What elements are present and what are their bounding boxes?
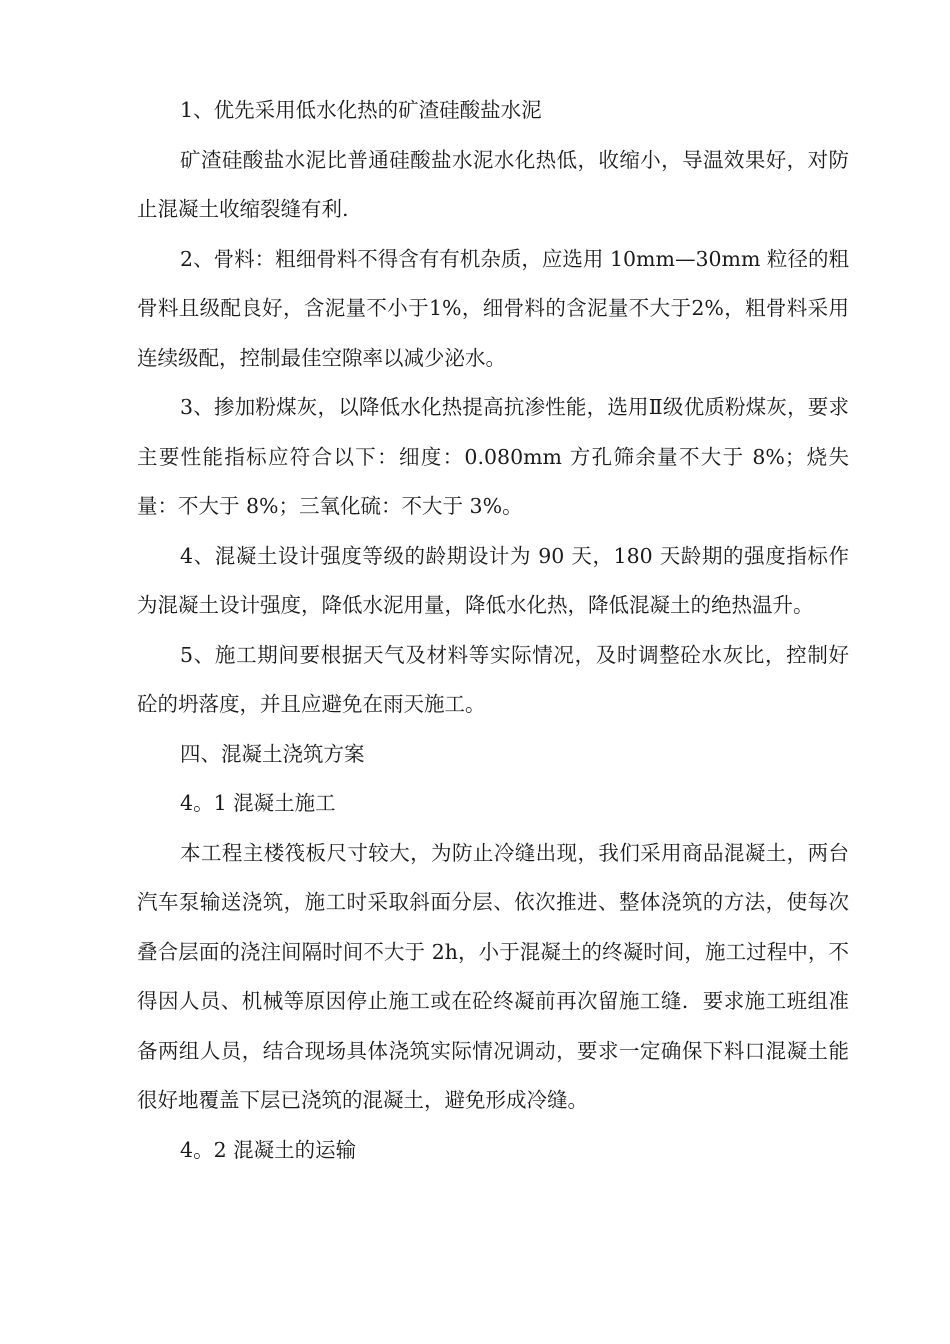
section-heading-pouring-plan: 四、混凝土浇筑方案 [180,741,365,766]
paragraph-fly-ash-item-3: 3、掺加粉煤灰，以降低水化热提高抗渗性能，选用Ⅱ级优质粉煤灰，要求主要性能指标应符合以下：细度：0.080mm 方孔筛余量不大于 8%；烧失量：不大于 8%；三氧化硫：不大于 3%。 [137,395,849,518]
subsection-heading-4-2: 4。2 混凝土的运输 [180,1137,357,1162]
paragraph-aggregate-item-2: 2、骨料：粗细骨料不得含有有机杂质，应选用 10mm—30mm 粒径的粗骨料且级配良好，含泥量不小于1%，细骨料的含泥量不大于2%，粗骨料采用连续级配，控制最佳空隙率以减少泌水。 [137,246,849,370]
paragraph-slag-cement-note: 矿渣硅酸盐水泥比普通硅酸盐水泥水化热低，收缩小，导温效果好，对防止混凝土收缩裂缝有利. [137,147,849,221]
paragraph-cement-item-1: 1、优先采用低水化热的矿渣硅酸盐水泥 [180,98,542,122]
paragraph-strength-item-4: 4、混凝土设计强度等级的龄期设计为 90 天，180 天龄期的强度指标作为混凝土设计强度，降低水泥用量，降低水化热，降低混凝土的绝热温升。 [137,543,849,617]
paragraph-construction-item-5: 5、施工期间要根据天气及材料等实际情况，及时调整砼水灰比，控制好砼的坍落度，并且应避免在雨天施工。 [137,642,849,716]
document-body [137,86,849,1175]
subsection-heading-4-1: 4。1 混凝土施工 [180,791,336,815]
paragraph-construction-method: 本工程主楼筏板尺寸较大，为防止冷缝出现，我们采用商品混凝土，两台汽车泵输送浇筑，施工时采取斜面分层、依次推进、整体浇筑的方法，使每次叠合层面的浇注间隔时间不大于 2h，小于混凝土的终凝时间，施工过程中，不得因人员、机械等原因停止施工或在砼终凝前再次留施工缝．要求施工班组准备两组人员，结合现场具体浇筑实际情况调动，要求一定确保下料口混凝土能很好地覆盖下层已浇筑的混凝土，避免形成冷缝。 [137,840,849,1112]
